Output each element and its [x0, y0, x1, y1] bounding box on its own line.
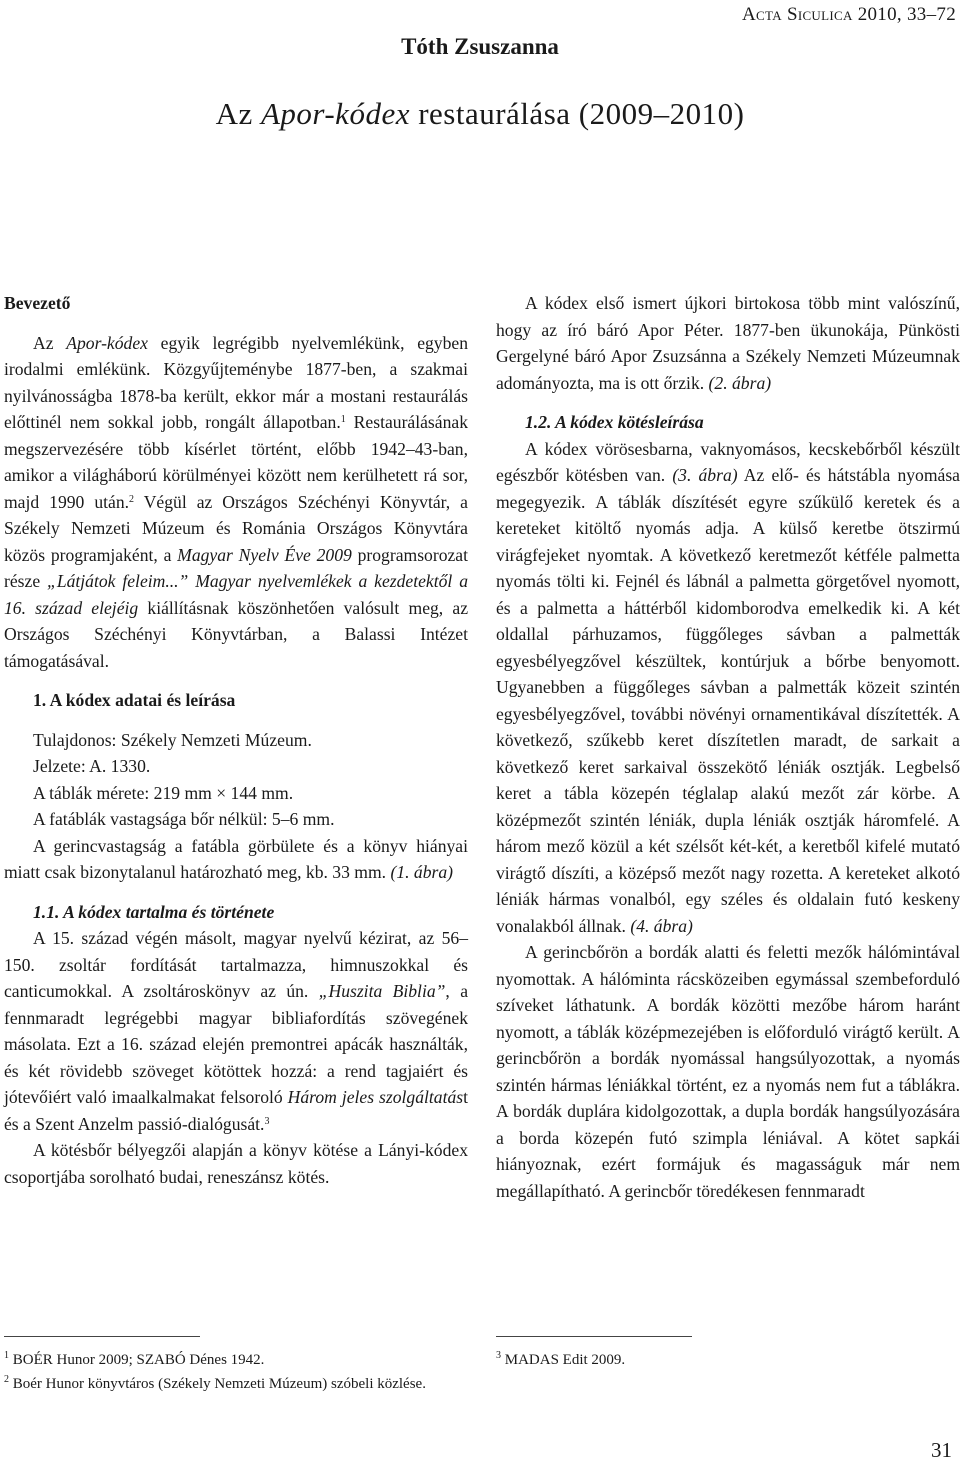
data-line: A fatáblák vastagsága bőr nélkül: 5–6 mm. — [33, 809, 335, 829]
figure-ref: (2. ábra) — [708, 372, 772, 393]
content-paragraph — [4, 925, 468, 1137]
footnote-ref[interactable]: 2 — [129, 493, 135, 505]
text: A gerincvastagság a fatábla görbülete és a könyv hiányai miatt csak bizonytalanul határozható meg, kb. 33 mm. — [4, 835, 468, 882]
text: Az — [33, 332, 67, 353]
subsection-heading: 1.1. A kódex tartalma és története — [33, 901, 275, 922]
title-part3: restaurálása (2009–2010) — [409, 96, 745, 131]
owner-paragraph — [496, 290, 960, 396]
text: Az elő- és hátstábla nyomása megegyezik. A táblák díszítését egyre szűkülő keretek és a kereteket kitöltő nyomás adja. A külső keretbe ötszirmú virágfejeket nyomtak. A következő keretmezőt kétféle palmetta nyomás tölti ki. Fejnél és lábnál a palmetta görgetővel nyomott, és a palmetta a háttérből kidomborodva emelkedik ki. A két oldallal párhuzamos, függőleges sávban a palmetták egyesbélyegzővel készültek, kontúrjuk a bőrbe benyomott. Ugyanebben a függőleges sávban a palmetták közeit szintén egyesbélyegzővel, további növényi ornamentikával díszítették. A következő, szűkebb keret díszítetlen maradt, de sarkait a következő keret sarkaival összekötő léniák osztják. Legbelső keret a tábla közepén téglalap alakú mezőt zár körbe. A középmezőt szintén léniák, dupla léniák osztják háromfelé. A három mező közül a két szélsőt két-két, a keretből kifelé mutató virágtő díszíti, a középső mezőt nagy rozetta. A kereteket alkotó léniák hármas vonalból, egy széles és oldalain futó keskeny vonalakból állnak. — [496, 465, 960, 936]
text: Három jeles szolgáltatás — [287, 1087, 464, 1107]
text: A 15. század végén másolt, magyar nyelvű kézirat, az 56–150. zsoltár fordítását tartalmazza, himnuszokkal és canticumokkal. A zsoltároskönyv az ún. — [4, 928, 468, 1001]
footnote-text: Boér Hunor könyvtáros (Székely Nemzeti Múzeum) szóbeli közlése. — [9, 1376, 426, 1392]
footnote — [4, 1348, 468, 1372]
text: Végül az Országos Széchényi Könyvtár, a Székely Nemzeti Múzeum és Románia Országos Könyvtára közös programjaként, a — [4, 491, 468, 565]
text: , a fennmaradt legrégebbi magyar bibliafordítás szövegének másolata. Ezt a 16. század elején premontrei apácák használták, és két rövidebb szöveget kötöttek hozzá: a rend tagjaiért és jótevőiért való imaalkalmakat felsoroló — [4, 981, 468, 1107]
page-number: 31 — [931, 1438, 952, 1462]
figure-ref: (4. ábra) — [630, 915, 693, 936]
footnote-ref[interactable]: 1 — [340, 414, 346, 425]
text: t és a Szent Anzelm passió-dialógusát. — [4, 1087, 468, 1134]
binding-desc-paragraph — [496, 436, 960, 940]
title-part1: Az — [215, 96, 261, 131]
text: A kódex vörösesbarna, vaknyomásos, kecskebőrből készült egészbőr kötésben van. — [496, 438, 960, 485]
text: egyik legrégibb nyelvemlékünk, egyben irodalmi emlékünk. Közgyűjteménybe 1877-ben, a szakmai nyilvánosságba 1878-ba került, ekkor már a mostani restaurálás előttinél nem sokkal jobb, rongált állapotban. — [4, 332, 468, 432]
spine-paragraph — [4, 833, 468, 886]
section-heading: 1. A kódex adatai és leírása — [33, 690, 236, 710]
figure-ref: (1. ábra) — [390, 862, 454, 882]
text: „Látjátok feleim...” Magyar nyelvemlékek a kezdetektől a 16. század elejéig — [4, 571, 468, 618]
footnotes-right — [496, 1348, 960, 1372]
footnote-number: 2 — [4, 1374, 9, 1385]
data-line: A táblák mérete: 219 mm × 144 mm. — [33, 782, 294, 803]
binding-paragraph: A kötésbőr bélyegzői alapján a könyv kötése a Lányi-kódex csoportjába sorolható budai, reneszánsz kötés. — [4, 1140, 468, 1187]
subsection-heading: 1.2. A kódex kötésleírása — [525, 412, 704, 432]
author-name: Tóth Zsuszanna — [401, 34, 559, 59]
text: kiállításnak köszönhetően valósult meg, az Országos Széchényi Könyvtárban, a Balassi Intézet támogatásával. — [4, 597, 469, 671]
text: programsorozat része — [4, 544, 468, 591]
data-line: Tulajdonos: Székely Nemzeti Múzeum. — [33, 729, 312, 750]
text: „Huszita Biblia” — [318, 981, 446, 1001]
footnote-number: 3 — [496, 1350, 501, 1361]
title-part2: Apor-kódex — [260, 96, 410, 131]
article-title — [0, 96, 960, 132]
footnote-text: MADAS Edit 2009. — [501, 1352, 626, 1368]
intro-paragraph — [4, 330, 468, 675]
text: A kódex első ismert újkori birtokosa több mint valószínű, hogy az író báró Apor Péter. 1877-ben ükunokája, Pünkösti Gergelyné báró Apor Zsuzsánna a Székely Nemzeti Múzeumnak adományozta, ma is ott őrzik. — [496, 293, 960, 393]
figure-ref: (3. ábra) — [672, 465, 738, 485]
spine-desc-paragraph: A gerincbőrön a bordák alatti és feletti mezők hálómintával nyomottak. A hálóminta rácsközeiben egymással szembeforduló szíveket láthatunk. A bordák közötti mezőbe három haránt nyomott, a táblák középmezejében is előforduló virágtő került. A gerincbőrön a bordák nyomással hangsúlyozottak, a nyomás szintén hármas léniákkal történt, ez a nyomás nem fut a táblákra. A bordák duplára kidolgozottak, a dupla bordák hangsúlyozására a borda közepén futó szimpla léniával. A kötet sapkái hiányoznak, ezért formájuk és magasságuk már nem megállapítható. A gerincbőr töredékesen fennmaradt — [496, 942, 960, 1201]
footnote — [4, 1372, 468, 1396]
text: Restaurálásának megszervezésére több kísérlet történt, előbb 1942–43-ban, amikor a világháború körülményei között nem kerülhetett rá sor, majd 1990 után. — [4, 412, 468, 512]
text: Apor-kódex — [66, 332, 148, 353]
footnote-number: 1 — [4, 1350, 9, 1361]
data-line: Jelzete: A. 1330. — [33, 756, 151, 776]
footnote-text: BOÉR Hunor 2009; SZABÓ Dénes 1942. — [9, 1352, 265, 1368]
footnote-rule — [4, 1336, 200, 1337]
footnotes-left — [4, 1348, 468, 1396]
right-column — [496, 290, 960, 1204]
footnote-ref[interactable]: 3 — [264, 1115, 270, 1127]
left-column — [4, 290, 468, 1190]
journal-header: Acta Siculica 2010, 33–72 — [742, 4, 956, 25]
intro-heading: Bevezető — [4, 293, 71, 313]
footnote-rule — [496, 1336, 692, 1337]
text: Magyar Nyelv Éve 2009 — [177, 544, 352, 565]
footnote — [496, 1348, 960, 1372]
